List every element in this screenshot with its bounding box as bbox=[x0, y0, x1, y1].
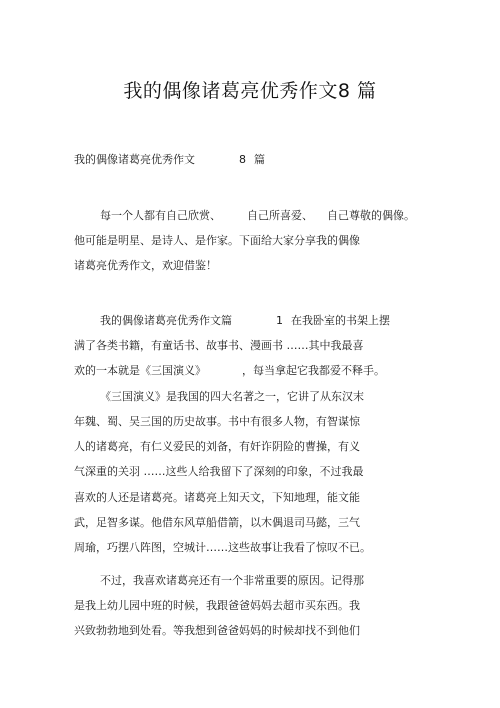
essay1-heading bbox=[100, 314, 390, 328]
essay1-line-3-part-2: ，每当拿起它我都爱不释手。 bbox=[242, 364, 385, 377]
essay1-heading-text: 我的偶像诸葛亮优秀作文篇 bbox=[100, 314, 232, 327]
essay1-p2-line-4: 气深重的关羽 ……这些人给我留下了深刻的印象，不过我最 bbox=[74, 465, 364, 478]
essay1-p3-line-2: 是我上幼儿园中班的时候，我跟爸爸妈妈去超市买东西。我 bbox=[74, 599, 360, 612]
intro-line-2: 他可能是明星、是诗人、是作家。下面给大家分享我的偶像 bbox=[74, 234, 360, 247]
intro-line-3: 诸葛亮优秀作文，欢迎借鉴！ bbox=[74, 259, 217, 272]
essay1-p2-line-6: 武，足智多谋。他借东风草船借箭，以木偶退司马懿，三气 bbox=[74, 516, 360, 529]
intro-line-1-part-2: 自己所喜爱、 bbox=[247, 209, 313, 222]
essay1-heading-number: 1 bbox=[276, 314, 283, 327]
essay1-p3-line-3: 兴致勃勃地到处看。等我想到爸爸妈妈的时候却找不到他们 bbox=[74, 624, 360, 637]
essay1-line-3 bbox=[74, 364, 385, 378]
essay1-p2-line-5: 喜欢的人还是诸葛亮。诸葛亮上知天文，下知地理，能文能 bbox=[74, 491, 360, 504]
intro-line-1-part-3: 自己尊敬的偶像。 bbox=[327, 209, 415, 222]
essay1-p2-line-3: 人的诸葛亮，有仁义爱民的刘备，有奸诈阴险的曹操，有义 bbox=[74, 440, 360, 453]
essay1-line-3-part-1: 欢的一本就是《三国演义》 bbox=[74, 364, 206, 377]
essay1-p2-line-7: 周瑜，巧摆八阵图，空城计……这些故事让我看了惊叹不已。 bbox=[74, 541, 371, 554]
subtitle-number: 8 bbox=[239, 153, 246, 166]
essay1-p2-line-2: 年魏、蜀、吴三国的历史故事。书中有很多人物，有智谋惊 bbox=[74, 415, 360, 428]
essay1-line-2: 满了各类书籍，有童话书、故事书、漫画书 ……其中我最喜 bbox=[74, 339, 364, 352]
intro-line-1-part-1: 每一个人都有自己欣赏、 bbox=[100, 209, 221, 222]
intro-line-1 bbox=[100, 209, 415, 223]
essay1-p3-line-1: 不过，我喜欢诸葛亮还有一个非常重要的原因。记得那 bbox=[100, 574, 364, 587]
document-title: 我的偶像诸葛亮优秀作文8 篇 bbox=[123, 80, 377, 102]
essay1-p2-line-1: 《三国演义》是我国的四大名著之一，它讲了从东汉末 bbox=[100, 390, 364, 403]
document-subtitle bbox=[74, 153, 265, 167]
essay1-heading-rest: 在我卧室的书架上摆 bbox=[291, 314, 390, 327]
subtitle-unit: 篇 bbox=[254, 153, 265, 166]
subtitle-text: 我的偶像诸葛亮优秀作文 bbox=[74, 153, 195, 166]
